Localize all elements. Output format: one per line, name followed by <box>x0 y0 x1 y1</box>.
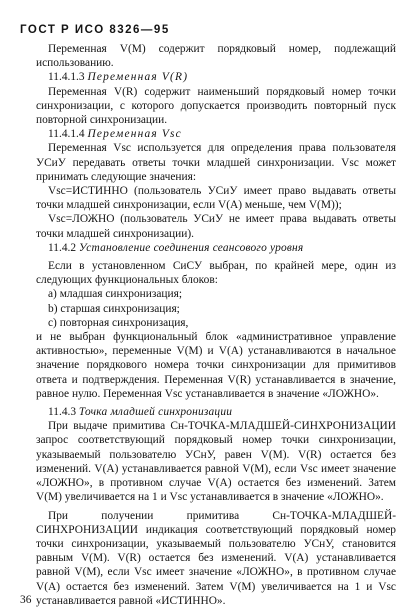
paragraph: При получении примитива Сн-ТОЧКА-МЛАДШЕЙ-СИНХРОНИЗАЦИИ индикация соответствующий порядковый номер точки синхронизации, указываемый пользователю УСнУ, становится равным V(M). V(R) остается без изменений. V(A) устанавливается равной V(M), если Vsc имеет значение «ЛОЖНО», в противном случае V(A) остается без изменений. Затем V(M) увеличивается на 1 и Vsc устанавливается равной «ИСТИННО». <box>36 509 396 607</box>
paragraph: Переменная Vsc используется для определения права пользователя УСиУ передавать ответы точки младшей синхронизации. Vsc может принимать следующие значения: <box>36 142 396 183</box>
section-heading <box>36 241 396 255</box>
paragraph: Переменная V(M) содержит порядковый номер, подлежащий использованию. <box>36 43 396 70</box>
section-number: 11.4.1.4 <box>48 128 85 141</box>
page-number: 36 <box>20 594 32 606</box>
section-title: Переменная Vsc <box>87 128 182 141</box>
section-number: 11.4.1.3 <box>48 71 85 84</box>
paragraph: Переменная V(R) содержит наименьший порядковый номер точки синхронизации, с которого допускается производить повторный пуск повторной синхронизации. <box>36 85 396 127</box>
list-item: с) повторная синхронизация, <box>48 316 189 329</box>
section-number: 11.4.2 <box>48 241 77 254</box>
paragraph: Если в установленном СиСУ выбран, по крайней мере, один из следующих функциональных блоков: <box>36 260 396 287</box>
list-item: b) старшая синхронизация; <box>48 302 180 315</box>
paragraph: При выдаче примитива Сн-ТОЧКА-МЛАДШЕЙ-СИНХРОНИЗАЦИИ запрос соответствующий порядковый номер точки синхронизации, указываемый пользователю УСнУ, равен V(M). V(R) остается без изменений. V(A) устанавливается равной V(M), если Vsc имеет значение «ЛОЖНО», в противном случае V(A) остается без изменений. Затем V(M) увеличивается на 1 и Vsc устанавливается в значение «ЛОЖНО». <box>36 420 396 504</box>
section-heading <box>36 70 396 84</box>
page-body <box>36 42 396 608</box>
section-title: Переменная V(R) <box>87 71 189 84</box>
section-title: Установление соединения сеансового уровня <box>78 241 304 254</box>
paragraph: и не выбран функциональный блок «административное управление активностью», переменные V(M) и V(A) устанавливаются в начальное значение порядкового номера точки синхронизации для примитивов ответа и подтверждения. Переменная V(R) устанавливается в значение, равное нулю. Переменная Vsc устанавливается в значение «ЛОЖНО». <box>36 331 396 400</box>
list-item: а) младшая синхронизация; <box>48 288 183 301</box>
section-heading <box>36 127 396 141</box>
paragraph: Vsc=ЛОЖНО (пользователь УСиУ не имеет права выдавать ответы точки младшей синхронизации). <box>36 213 396 240</box>
section-title: Точка младшей синхронизации <box>78 406 233 419</box>
running-header: ГОСТ Р ИСО 8326—95 <box>20 24 170 36</box>
paragraph: Vsc=ИСТИННО (пользователь УСиУ имеет право выдавать ответы точки младшей синхронизации, если V(A) меньше, чем V(M)); <box>36 185 396 212</box>
section-heading <box>36 405 396 419</box>
section-number: 11.4.3 <box>48 406 77 419</box>
